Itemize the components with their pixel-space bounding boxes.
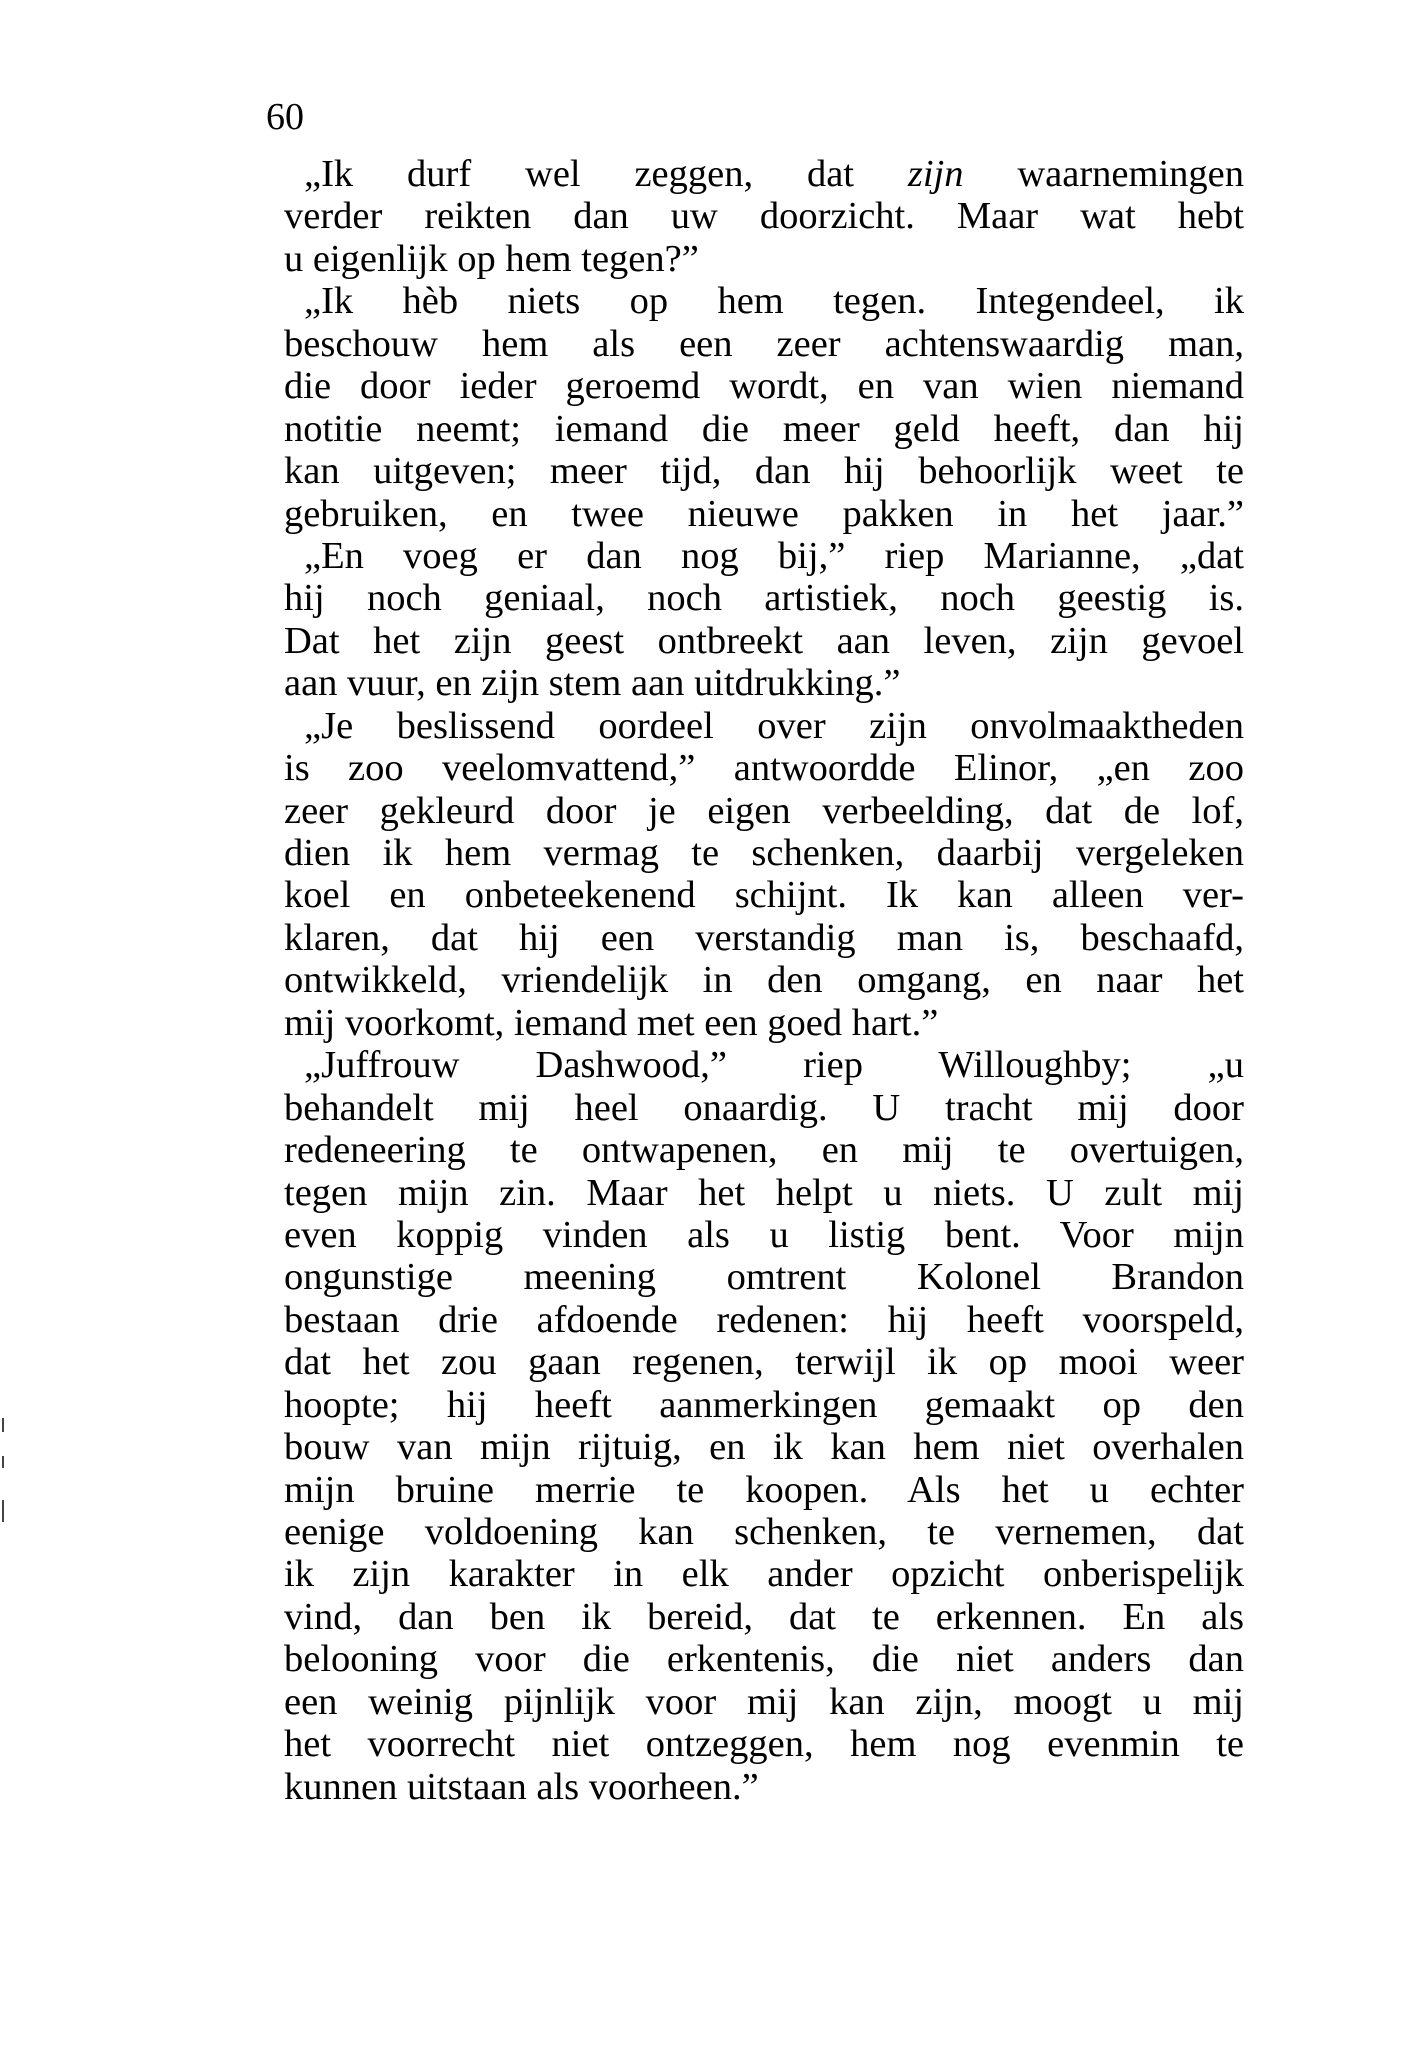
text-line: „Je beslissend oordeel over zijn onvolmaaktheden [304,704,1244,747]
text-line: verder reikten dan uw doorzicht. Maar wat hebt [284,195,1244,238]
scan-mark [2,1500,4,1522]
text-segment: „Ik durf wel zeggen, dat [304,153,908,195]
text-line: beschouw hem als een zeer achtenswaardig man, [284,322,1244,365]
text-line: mij voorkomt, iemand met een goed hart.” [284,1001,939,1044]
text-line: aan vuur, en zijn stem aan uitdrukking.” [284,662,901,705]
page-number: 60 [266,96,304,138]
text-line: zeer gekleurd door je eigen verbeelding, dat de lof, [284,789,1244,832]
text-line: gebruiken, en twee nieuwe pakken in het jaar.” [284,492,1244,535]
text-line: „Juffrouw Dashwood,” riep Willoughby; „u [304,1044,1244,1087]
text-line: eenige voldoening kan schenken, te vernemen, dat [284,1511,1244,1553]
text-segment: waarnemingen [963,153,1244,195]
paragraph [284,1044,1244,1808]
text-line: bestaan drie afdoende redenen: hij heeft voorspeld, [284,1298,1244,1341]
text-line: tegen mijn zin. Maar het helpt u niets. U zult mij [284,1171,1244,1214]
text-line: ik zijn karakter in elk ander opzicht onberispelijk [284,1553,1244,1596]
text-line: die door ieder geroemd wordt, en van wien niemand [284,365,1244,408]
text-line: even koppig vinden als u listig bent. Voor mijn [284,1213,1244,1256]
paragraph [284,705,1244,1045]
text-line: ontwikkeld, vriendelijk in den omgang, en naar het [284,959,1244,1002]
text-line: behandelt mij heel onaardig. U tracht mij door [284,1086,1244,1129]
text-line: „En voeg er dan nog bij,” riep Marianne, „dat [304,534,1244,577]
text-line: dien ik hem vermag te schenken, daarbij vergeleken [284,832,1244,874]
text-line: het voorrecht niet ontzeggen, hem nog evenmin te [284,1723,1244,1766]
text-line: kunnen uitstaan als voorheen.” [284,1765,759,1808]
text-line: redeneering te ontwapenen, en mij te overtuigen, [284,1129,1244,1172]
paragraph [284,535,1244,705]
text-line: hij noch geniaal, noch artistiek, noch geestig is. [284,577,1244,620]
text-line: notitie neemt; iemand die meer geld heeft, dan hij [284,407,1244,450]
text-line: „Ik hèb niets op hem tegen. Integendeel, ik [304,280,1244,323]
text-line: is zoo veelomvattend,” antwoordde Elinor, „en zoo [284,747,1244,790]
text-line: ongunstige meening omtrent Kolonel Brandon [284,1256,1244,1299]
text-line [284,153,1244,195]
italic-text: zijn [907,153,964,195]
text-line: Dat het zijn geest ontbreekt aan leven, zijn gevoel [284,619,1244,662]
text-line: hoopte; hij heeft aanmerkingen gemaakt op den [284,1383,1244,1426]
text-line: belooning voor die erkentenis, die niet anders dan [284,1638,1244,1681]
text-line: een weinig pijnlijk voor mij kan zijn, moogt u mij [284,1680,1244,1723]
text-line: dat het zou gaan regenen, terwijl ik op mooi weer [284,1341,1244,1384]
text-line: u eigenlijk op hem tegen?” [284,237,699,280]
text-line: vind, dan ben ik bereid, dat te erkennen. En als [284,1595,1244,1638]
text-line: mijn bruine merrie te koopen. Als het u echter [284,1468,1244,1511]
body-text [284,153,1244,1808]
text-line: kan uitgeven; meer tijd, dan hij behoorlijk weet te [284,450,1244,493]
text-line: koel en onbeteekenend schijnt. Ik kan alleen ver- [284,874,1244,917]
scan-mark [2,1418,4,1432]
text-line: bouw van mijn rijtuig, en ik kan hem niet overhalen [284,1426,1244,1469]
paragraph [284,280,1244,535]
scan-mark [2,1456,4,1468]
paragraph [284,153,1244,280]
text-line: klaren, dat hij een verstandig man is, beschaafd, [284,916,1244,959]
